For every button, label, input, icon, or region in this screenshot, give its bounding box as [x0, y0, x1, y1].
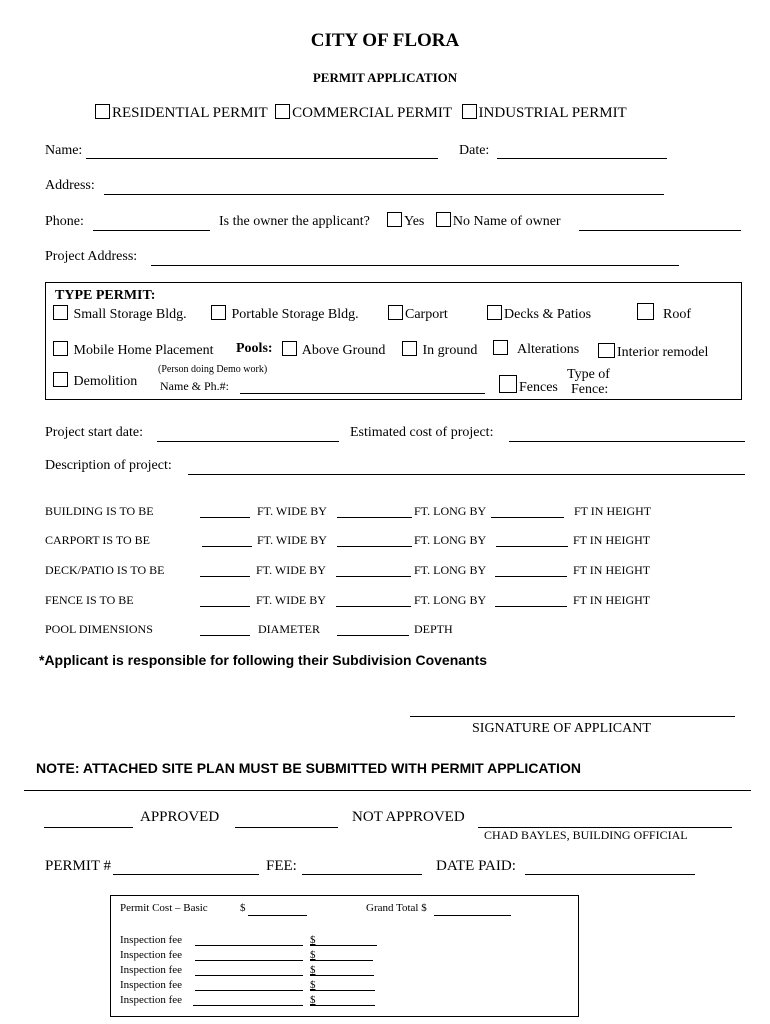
dimension-row	[0, 593, 770, 609]
inspection-fee-field[interactable]	[195, 960, 303, 961]
cost-label: Estimated cost of project:	[350, 425, 494, 440]
length-field[interactable]	[336, 606, 411, 607]
inspection-dollar: $	[310, 949, 316, 961]
wide-by-label: FT. WIDE BY	[256, 593, 326, 607]
address-label: Address:	[45, 178, 95, 193]
approved-field[interactable]	[44, 827, 133, 828]
alterations-option	[493, 340, 579, 358]
divider	[24, 790, 751, 791]
inspection-dollar: $	[310, 964, 316, 976]
alterations-label: Alterations	[517, 342, 580, 357]
roof-label: Roof	[663, 307, 691, 322]
fences-option	[499, 375, 558, 396]
dimension-row	[0, 563, 770, 579]
length-field[interactable]	[337, 546, 412, 547]
fences-label: Fences	[519, 380, 558, 395]
inspection-fee-label: Inspection fee	[120, 949, 182, 961]
diameter-label: DIAMETER	[258, 622, 320, 636]
fee-field[interactable]	[302, 874, 422, 875]
inspection-fee-field[interactable]	[193, 1005, 303, 1006]
small-storage-option	[53, 305, 187, 323]
wide-by-label: FT. WIDE BY	[257, 533, 327, 547]
mobile-home-checkbox[interactable]	[53, 341, 68, 356]
inspection-fee-field[interactable]	[195, 990, 303, 991]
owner-question: Is the owner the applicant?	[219, 214, 370, 229]
yes-label: Yes	[404, 214, 425, 229]
phone-field[interactable]	[93, 230, 210, 231]
demo-name-label: Name & Ph.#:	[160, 379, 229, 393]
covenant-note: *Applicant is responsible for following their Subdivision Covenants	[39, 652, 488, 668]
height-label: FT IN HEIGHT	[573, 593, 651, 607]
above-ground-label: Above Ground	[301, 343, 386, 358]
mobile-home-option	[53, 341, 213, 359]
start-date-label: Project start date:	[45, 425, 143, 440]
not-approved-label: NOT APPROVED	[352, 809, 465, 825]
carport-checkbox[interactable]	[388, 305, 403, 320]
permit-number-field[interactable]	[113, 874, 259, 875]
basic-dollar: $	[240, 902, 246, 914]
height-label: FT IN HEIGHT	[573, 563, 651, 577]
width-field[interactable]	[202, 546, 252, 547]
portable-storage-label: Portable Storage Bldg.	[231, 307, 359, 322]
height-field[interactable]	[496, 546, 568, 547]
decks-option	[487, 305, 591, 323]
inspection-dollar: $	[310, 994, 316, 1006]
long-by-label: FT. LONG BY	[414, 563, 487, 577]
permit-type-row	[95, 104, 627, 122]
mobile-home-label: Mobile Home Placement	[73, 343, 214, 358]
height-field[interactable]	[495, 606, 567, 607]
interior-label: Interior remodel	[617, 345, 709, 360]
interior-checkbox[interactable]	[598, 343, 615, 358]
inspection-amount-field[interactable]	[310, 945, 377, 946]
residential-label: RESIDENTIAL PERMIT	[112, 105, 268, 121]
decks-label: Decks & Patios	[504, 307, 592, 322]
above-ground-option	[282, 341, 385, 359]
demolition-checkbox[interactable]	[53, 372, 68, 387]
commercial-checkbox[interactable]	[275, 104, 290, 119]
fences-checkbox[interactable]	[499, 375, 517, 393]
pool-label: POOL DIMENSIONS	[45, 622, 153, 636]
dimension-label: FENCE IS TO BE	[45, 593, 134, 607]
no-label: No	[452, 214, 470, 229]
residential-checkbox[interactable]	[95, 104, 110, 119]
signature-field[interactable]	[410, 716, 735, 717]
form-title: PERMIT APPLICATION	[312, 70, 458, 85]
wide-by-label: FT. WIDE BY	[256, 563, 326, 577]
carport-option	[388, 305, 448, 323]
inspection-fee-label: Inspection fee	[120, 934, 182, 946]
width-field[interactable]	[200, 606, 250, 607]
wide-by-label: FT. WIDE BY	[257, 504, 327, 518]
signature-label: SIGNATURE OF APPLICANT	[472, 721, 651, 736]
demolition-label: Demolition	[73, 374, 138, 389]
approved-label: APPROVED	[140, 809, 220, 825]
date-field[interactable]	[497, 158, 667, 159]
basic-cost-field[interactable]	[248, 915, 307, 916]
description-label: Description of project:	[45, 458, 172, 473]
address-field[interactable]	[104, 194, 664, 195]
roof-option	[637, 303, 691, 323]
inspection-fee-label: Inspection fee	[120, 964, 182, 976]
grand-total-label: Grand Total $	[366, 902, 427, 914]
fee-label: FEE:	[266, 858, 297, 874]
demolition-option	[53, 372, 137, 390]
portable-storage-checkbox[interactable]	[211, 305, 226, 320]
type-of-fence	[567, 367, 610, 397]
cost-field[interactable]	[509, 441, 745, 442]
type-permit-heading: TYPE PERMIT:	[55, 288, 156, 303]
small-storage-label: Small Storage Bldg.	[73, 307, 187, 322]
dimension-row	[0, 504, 770, 520]
depth-label: DEPTH	[414, 622, 453, 636]
width-field[interactable]	[200, 576, 250, 577]
grand-total-field[interactable]	[434, 915, 511, 916]
pool-row	[0, 622, 770, 638]
inspection-fee-field[interactable]	[195, 975, 303, 976]
project-address-field[interactable]	[151, 265, 679, 266]
basic-cost-label: Permit Cost – Basic	[120, 902, 208, 914]
date-paid-field[interactable]	[525, 874, 695, 875]
inspection-amount-field[interactable]	[310, 1005, 375, 1006]
small-storage-checkbox[interactable]	[53, 305, 68, 320]
demo-note: (Person doing Demo work)	[158, 364, 268, 375]
official-label: CHAD BAYLES, BUILDING OFFICIAL	[484, 828, 688, 842]
width-field[interactable]	[200, 517, 250, 518]
industrial-checkbox[interactable]	[462, 104, 477, 119]
above-ground-checkbox[interactable]	[282, 341, 297, 356]
interior-option	[598, 343, 708, 361]
portable-storage-option	[211, 305, 359, 323]
description-field[interactable]	[188, 474, 745, 475]
inspection-fee-label: Inspection fee	[120, 994, 182, 1006]
long-by-label: FT. LONG BY	[414, 533, 487, 547]
inspection-dollar: $	[310, 934, 316, 946]
project-address-label: Project Address:	[45, 249, 138, 264]
city-title: CITY OF FLORA	[310, 30, 460, 51]
date-label: Date:	[459, 143, 490, 158]
dimension-label: BUILDING IS TO BE	[45, 504, 154, 518]
long-by-label: FT. LONG BY	[414, 504, 487, 518]
long-by-label: FT. LONG BY	[414, 593, 487, 607]
dimension-label: DECK/PATIO IS TO BE	[45, 563, 165, 577]
diameter-field[interactable]	[200, 635, 250, 636]
owner-name-field[interactable]	[579, 230, 741, 231]
depth-field[interactable]	[337, 635, 409, 636]
owner-name-label: Name of owner	[473, 214, 561, 229]
fence-label: Fence:	[571, 382, 609, 397]
decks-checkbox[interactable]	[487, 305, 502, 320]
inspection-fee-field[interactable]	[195, 945, 303, 946]
in-ground-checkbox[interactable]	[402, 341, 417, 356]
owner-yes-no	[387, 212, 561, 230]
dimension-row	[0, 533, 770, 549]
inspection-fee-label: Inspection fee	[120, 979, 182, 991]
length-field[interactable]	[337, 517, 412, 518]
inspection-amount-field[interactable]	[310, 990, 375, 991]
phone-label: Phone:	[45, 214, 84, 229]
inspection-dollar: $	[310, 979, 316, 991]
length-field[interactable]	[336, 576, 411, 577]
name-field[interactable]	[86, 158, 438, 159]
height-label: FT IN HEIGHT	[573, 533, 651, 547]
yes-checkbox[interactable]	[387, 212, 402, 227]
not-approved-field[interactable]	[235, 827, 338, 828]
height-field[interactable]	[495, 576, 567, 577]
height-label: FT IN HEIGHT	[574, 504, 652, 518]
pools-label: Pools:	[236, 341, 273, 356]
roof-checkbox[interactable]	[637, 303, 654, 320]
site-plan-note: NOTE: ATTACHED SITE PLAN MUST BE SUBMITTED WITH PERMIT APPLICATION	[36, 760, 581, 776]
permit-number-label: PERMIT #	[45, 858, 111, 874]
no-checkbox[interactable]	[436, 212, 451, 227]
industrial-label: INDUSTRIAL PERMIT	[478, 105, 627, 121]
alterations-checkbox[interactable]	[493, 340, 508, 355]
commercial-label: COMMERCIAL PERMIT	[292, 105, 452, 121]
inspection-amount-field[interactable]	[310, 975, 374, 976]
dimension-label: CARPORT IS TO BE	[45, 533, 150, 547]
inspection-amount-field[interactable]	[310, 960, 373, 961]
type-of-label: Type of	[567, 367, 610, 382]
date-paid-label: DATE PAID:	[436, 858, 516, 874]
in-ground-option	[402, 341, 477, 359]
height-field[interactable]	[491, 517, 564, 518]
demo-name-field[interactable]	[240, 393, 485, 394]
carport-label: Carport	[405, 307, 448, 322]
start-date-field[interactable]	[157, 441, 339, 442]
name-label: Name:	[45, 143, 83, 158]
in-ground-label: In ground	[422, 343, 478, 358]
